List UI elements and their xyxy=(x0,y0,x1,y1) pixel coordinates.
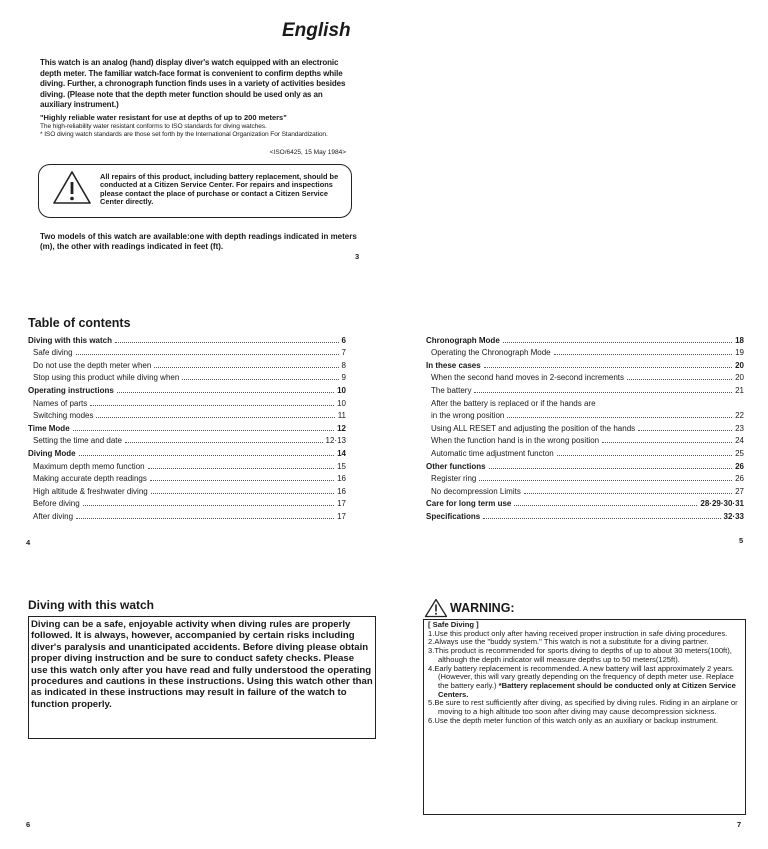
battery-emphasis: *Battery replacement should be conducted only at Citizen Service Centers. xyxy=(438,680,736,699)
toc-entry xyxy=(426,483,744,496)
toc-entry xyxy=(426,382,744,395)
toc-entry xyxy=(426,408,744,421)
toc-leader-dots xyxy=(73,430,334,431)
toc-entry-page: 14 xyxy=(337,448,346,458)
toc-entry-label: When the second hand moves in 2-second increments xyxy=(431,373,624,383)
toc-entry-page: 32·33 xyxy=(723,511,744,521)
water-resistance-line: The high-reliability water resistant conforms to ISO standards for diving watches. xyxy=(40,123,267,130)
toc-entry-label: Specifications xyxy=(426,511,481,521)
page-number: 3 xyxy=(355,252,360,261)
toc-list-left xyxy=(28,332,346,521)
toc-entry xyxy=(28,433,346,446)
toc-entry-page: 25 xyxy=(735,448,744,458)
toc-entry-page: 26 xyxy=(735,461,744,471)
toc-entry-label: Register ring xyxy=(431,474,477,484)
list-item: 6.Use the depth meter function of this watch only as an auxiliary or backup instrument. xyxy=(428,715,718,725)
toc-leader-dots xyxy=(627,379,732,380)
toc-leader-dots xyxy=(150,480,334,481)
list-item: 2.Always use the "buddy system." This watch is not a substitute for a diving partner. xyxy=(428,637,709,647)
toc-entry-label: Before diving xyxy=(33,499,80,509)
toc-entry-page: 12 xyxy=(337,423,346,433)
toc-entry-page: 6 xyxy=(341,335,346,345)
toc-leader-dots xyxy=(484,367,732,368)
section-title: Diving with this watch xyxy=(28,598,155,612)
toc-entry xyxy=(28,408,346,421)
toc-entry-page: 18 xyxy=(735,335,744,345)
toc-entry-page: 19 xyxy=(735,348,744,358)
list-item: 1.Use this product only after having received proper instruction in safe diving procedures. xyxy=(428,628,728,638)
page-number: 6 xyxy=(26,820,31,829)
toc-entry xyxy=(28,471,346,484)
toc-entry-label: After diving xyxy=(33,511,74,521)
toc-entry-label: Automatic time adjustment functon xyxy=(431,448,554,458)
toc-entry xyxy=(426,370,744,383)
iso-citation: <ISO/6425, 15 May 1984> xyxy=(269,149,346,156)
list-item: 3.This product is recommended for sports diving to depths of up to about 30 meters(100ft), although the depth indicator will measure depths up to 50 meters(125ft). xyxy=(428,646,732,664)
toc-entry xyxy=(28,395,346,408)
toc-entry-page: 20 xyxy=(735,373,744,383)
page-title: English xyxy=(282,20,351,41)
models-note: Two models of this watch are available:one with depth readings indicated in meters (m), the other with readings indicated in feet (ft). xyxy=(40,232,357,251)
toc-entry-label: Other functions xyxy=(426,461,486,471)
toc-entry-label: No decompression Limits xyxy=(431,486,521,496)
toc-entry xyxy=(426,420,744,433)
toc-entry-label: Using ALL RESET and adjusting the position of the hands xyxy=(431,423,636,433)
toc-entry xyxy=(28,370,346,383)
toc-entry-label: The battery xyxy=(431,385,472,395)
toc-entry-page: 27 xyxy=(735,486,744,496)
toc-leader-dots xyxy=(489,468,733,469)
toc-entry xyxy=(28,382,346,395)
toc-entry-page: 11 xyxy=(337,411,346,421)
toc-leader-dots xyxy=(479,480,732,481)
toc-entry-label: Operating the Chronograph Mode xyxy=(431,348,551,358)
toc-entry-page: 21 xyxy=(735,385,744,395)
toc-leader-dots xyxy=(148,468,334,469)
toc-leader-dots xyxy=(483,518,720,519)
toc-entry-page: 17 xyxy=(337,511,346,521)
toc-leader-dots xyxy=(154,367,338,368)
toc-entry-page: 26 xyxy=(735,474,744,484)
toc-entry xyxy=(28,445,346,458)
toc-entry-page: 10 xyxy=(337,385,346,395)
toc-entry-page: 23 xyxy=(735,423,744,433)
toc-leader-dots xyxy=(90,405,334,406)
toc-entry-label: Switching modes xyxy=(33,411,94,421)
toc-leader-dots xyxy=(76,354,339,355)
toc-entry-page: 9 xyxy=(341,373,346,383)
toc-list-right xyxy=(426,332,744,521)
diving-intro-text: Diving can be a safe, enjoyable activity when diving rules are properly followed. It is always, however, accompanied by certain risks including diver's paralysis and unanticipated accidents. Before diving please obtain proper diving instruction and be sure to conduct safety checks. Please use this watch only after you have read and fully understood the operating procedures and cautions in these instructions. Using this watch other than as indicated in these instructions may result in failure of the watch to function properly. xyxy=(31,619,373,710)
toc-entry-label: Making accurate depth readings xyxy=(33,474,147,484)
toc-leader-dots xyxy=(96,417,334,418)
toc-leader-dots xyxy=(507,417,732,418)
toc-leader-dots xyxy=(117,392,334,393)
toc-leader-dots xyxy=(503,342,732,343)
toc-leader-dots xyxy=(115,342,339,343)
toc-leader-dots xyxy=(151,493,334,494)
toc-leader-dots xyxy=(602,442,732,443)
toc-entry xyxy=(28,458,346,471)
toc-entry-page: 20 xyxy=(735,360,744,370)
list-item-text: 4.Early battery replacement is recommended. A new battery will last approximately 2 years. (However, this will vary greatly depending on the frequency of depth meter use. Replace the battery early.) xyxy=(428,663,734,690)
toc-leader-dots xyxy=(524,493,732,494)
toc-leader-dots xyxy=(557,455,732,456)
toc-leader-dots xyxy=(182,379,338,380)
warning-heading xyxy=(424,598,515,618)
toc-entry-label: Diving Mode xyxy=(28,448,76,458)
water-resistance-heading: "Highly reliable water resistant for use at depths of up to 200 meters" xyxy=(40,113,287,122)
toc-entry-label: Safe diving xyxy=(33,348,73,358)
iso-note: * ISO diving watch standards are those set forth by the International Organization For Standardization. xyxy=(40,131,328,139)
warning-triangle-icon xyxy=(424,598,448,618)
toc-leader-dots xyxy=(638,430,732,431)
toc-entry-page: 28·29·30·31 xyxy=(700,499,744,509)
toc-entry-label: Diving with this watch xyxy=(28,335,113,345)
warning-triangle-icon xyxy=(52,170,92,206)
page-number: 5 xyxy=(739,536,744,545)
water-resistance-body xyxy=(40,123,348,140)
toc-entry-label: High altitude & freshwater diving xyxy=(33,486,148,496)
page-number: 4 xyxy=(26,538,31,547)
intro-paragraph: This watch is an analog (hand) display diver's watch equipped with an electronic depth meter. The familiar watch-face format is convenient to confirm depths while diving. Further, a chronograph function finds uses in a variety of activities besides diving. (Please note that the depth meter function should be used only as an auxiliary instrument.) xyxy=(40,58,346,109)
toc-entry xyxy=(426,332,744,345)
toc-entry-page: 10 xyxy=(337,398,346,408)
toc-entry xyxy=(426,357,744,370)
safe-diving-label: [ Safe Diving ] xyxy=(428,620,479,629)
toc-entry xyxy=(28,332,346,345)
toc-entry-page: 7 xyxy=(341,348,346,358)
toc-leader-dots xyxy=(83,505,334,506)
toc-entry xyxy=(28,357,346,370)
toc-entry-label: After the battery is replaced or if the hands are xyxy=(431,398,596,408)
toc-leader-dots xyxy=(76,518,334,519)
toc-leader-dots xyxy=(554,354,732,355)
warning-label: WARNING: xyxy=(450,601,515,615)
page-number: 7 xyxy=(737,820,742,829)
toc-entry-label: Setting the time and date xyxy=(33,436,122,446)
safe-diving-list xyxy=(428,621,740,725)
list-item: 5.Be sure to rest sufficiently after diving, as specified by diving rules. Riding in an airplane or moving to a high altitude too soon after diving may cause decompression sickness. xyxy=(428,698,738,717)
repair-notice-text: All repairs of this product, including battery replacement, should be conducted at a Citizen Service Center. For repairs and inspections please contact the place of purchase or contact a Citizen Service Center directly. xyxy=(100,172,339,206)
toc-entry-page: 16 xyxy=(337,486,346,496)
toc-entry-page: 15 xyxy=(337,461,346,471)
toc-entry xyxy=(426,471,744,484)
toc-entry xyxy=(28,420,346,433)
toc-entry xyxy=(28,345,346,358)
toc-entry-label: Do not use the depth meter when xyxy=(33,360,152,370)
toc-leader-dots xyxy=(125,442,323,443)
toc-entry-label: In these cases xyxy=(426,360,481,370)
toc-entry-label: Stop using this product while diving when xyxy=(33,373,180,383)
list-item xyxy=(428,665,740,700)
toc-leader-dots xyxy=(514,505,697,506)
toc-entry xyxy=(426,395,744,408)
toc-entry-label: in the wrong position xyxy=(431,411,505,421)
toc-entry xyxy=(426,458,744,471)
toc-entry-label: Chronograph Mode xyxy=(426,335,500,345)
toc-leader-dots xyxy=(79,455,335,456)
toc-entry-label: Care for long term use xyxy=(426,499,512,509)
toc-entry xyxy=(28,508,346,521)
toc-leader-dots xyxy=(474,392,732,393)
toc-entry xyxy=(426,496,744,509)
toc-entry-page: 22 xyxy=(735,411,744,421)
toc-entry-page: 16 xyxy=(337,474,346,484)
toc-entry-label: Maximum depth memo function xyxy=(33,461,145,471)
toc-entry-label: Time Mode xyxy=(28,423,70,433)
toc-entry-label: When the function hand is in the wrong position xyxy=(431,436,600,446)
toc-entry-label: Operating instructions xyxy=(28,385,114,395)
toc-title: Table of contents xyxy=(28,316,131,330)
toc-entry xyxy=(426,345,744,358)
toc-entry-page: 12·13 xyxy=(325,436,346,446)
toc-entry xyxy=(426,445,744,458)
toc-entry-page: 8 xyxy=(341,360,346,370)
toc-entry-page: 17 xyxy=(337,499,346,509)
toc-entry xyxy=(28,496,346,509)
toc-entry-label: Names of parts xyxy=(33,398,88,408)
toc-entry-page: 24 xyxy=(735,436,744,446)
toc-entry xyxy=(426,433,744,446)
toc-entry xyxy=(426,508,744,521)
toc-entry xyxy=(28,483,346,496)
